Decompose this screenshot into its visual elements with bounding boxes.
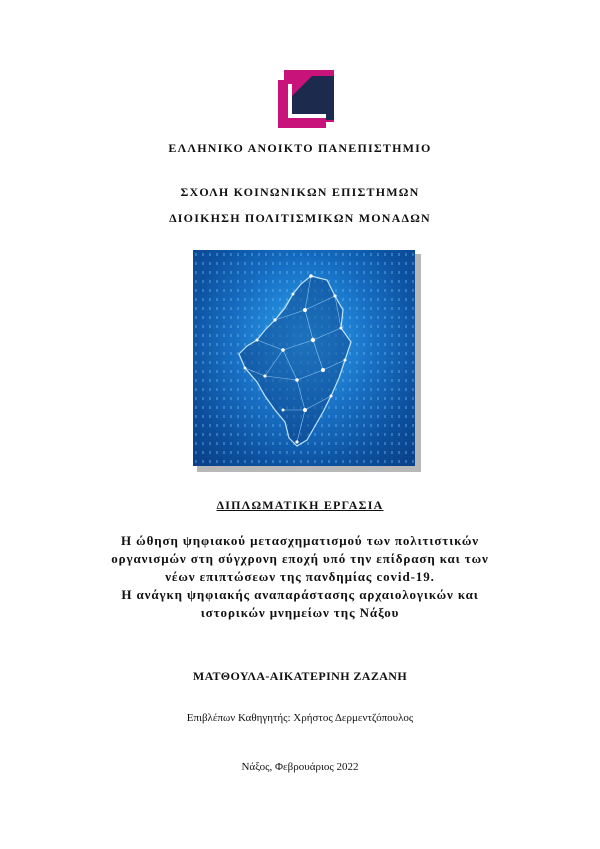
title-line: οργανισμών στη σύγχρονη εποχή υπό την επίδραση και των	[111, 551, 489, 566]
cover-image	[193, 250, 421, 472]
title-line: Η ανάγκη ψηφιακής αναπαράστασης αρχαιολογικών και	[121, 587, 479, 602]
thesis-title	[0, 532, 600, 622]
program-name: ΔΙΟΙΚΗΣΗ ΠΟΛΙΤΙΣΜΙΚΩΝ ΜΟΝΑΔΩΝ	[169, 211, 431, 225]
naxos-network-map-image	[193, 250, 415, 466]
supervisor: Επιβλέπων Καθηγητής: Χρήστος Δερμεντζόπουλος	[186, 712, 414, 724]
university-name: ΕΛΛΗΝΙΚΟ ΑΝΟΙΚΤΟ ΠΑΝΕΠΙΣΤΗΜΙΟ	[168, 141, 432, 155]
school-name: ΣΧΟΛΗ ΚΟΙΝΩΝΙΚΩΝ ΕΠΙΣΤΗΜΩΝ	[180, 185, 420, 199]
title-line: νέων επιπτώσεων της πανδημίας covid-19.	[165, 569, 435, 584]
university-logo	[278, 70, 334, 128]
place-date: Νάξος, Φεβρουάριος 2022	[241, 761, 359, 773]
title-line: ιστορικών μνημείων της Νάξου	[200, 605, 400, 620]
author-name: ΜΑΤΘΟΥΛΑ-ΑΙΚΑΤΕΡΙΝΗ ΖΑΖΑΝΗ	[192, 669, 408, 683]
thesis-type: ΔΙΠΛΩΜΑΤΙΚΗ ΕΡΓΑΣΙΑ	[216, 498, 384, 512]
title-line: Η ώθηση ψηφιακού μετασχηματισμού των πολιτιστικών	[121, 533, 479, 548]
